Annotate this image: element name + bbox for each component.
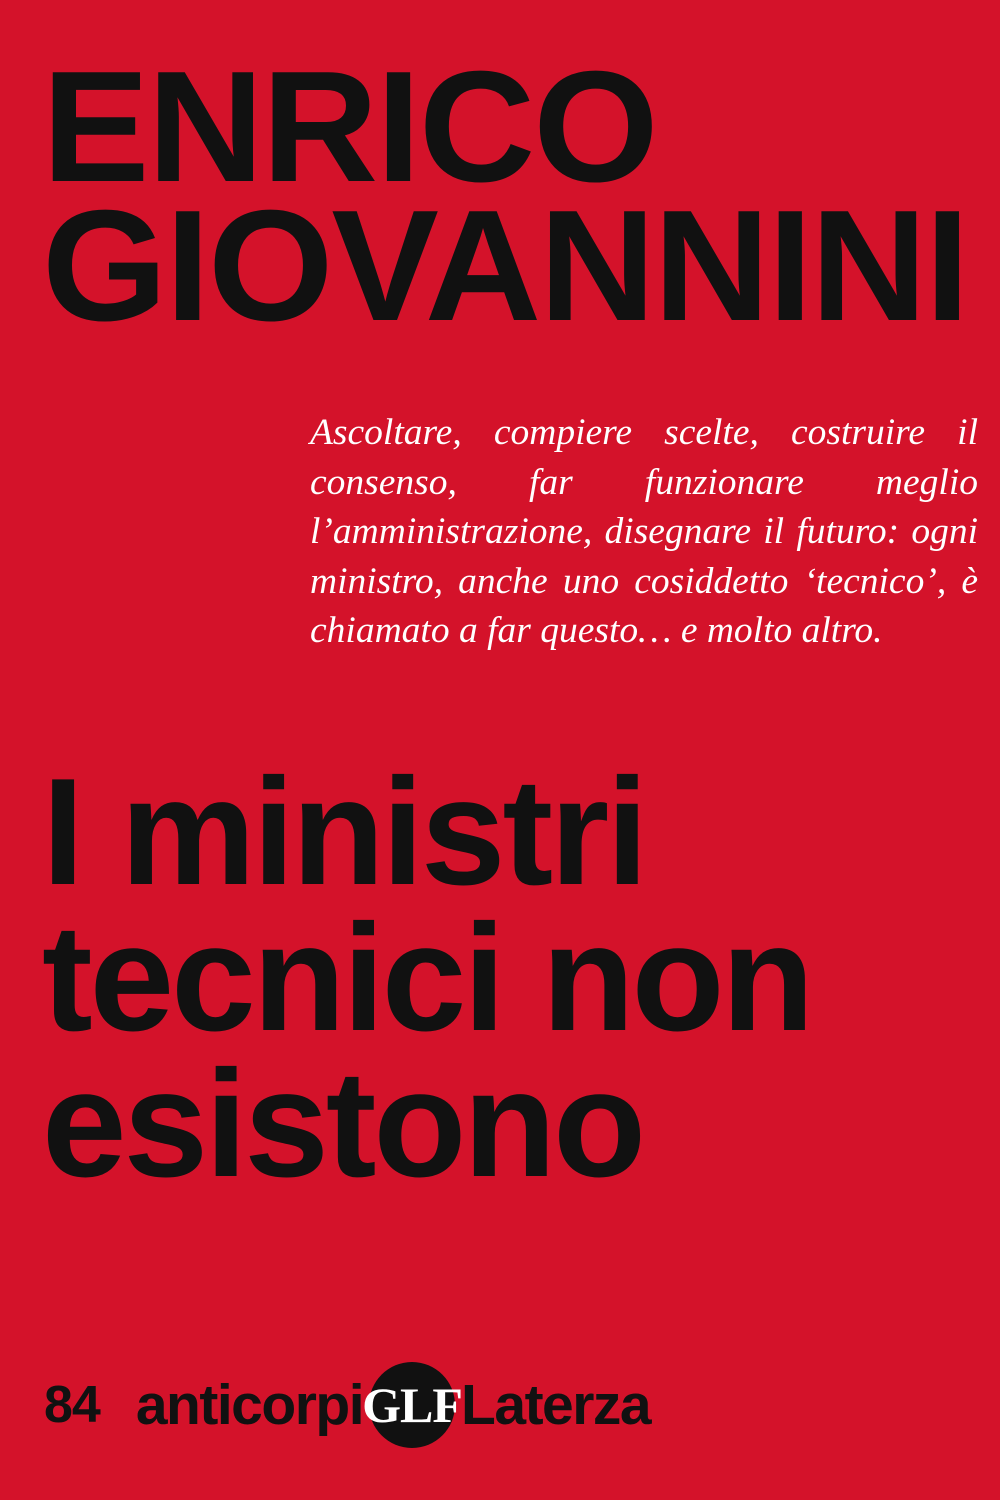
- publisher-lockup: [136, 1370, 650, 1440]
- publisher-name: Laterza: [461, 1372, 651, 1437]
- cover-footer: [44, 1370, 956, 1440]
- glf-logo-text: GLF: [362, 1377, 462, 1433]
- book-title-line-2: tecnici non: [42, 892, 812, 1063]
- glf-logo-icon: [362, 1362, 462, 1448]
- book-title-line-3: esistono: [42, 1038, 643, 1209]
- book-title-line-1: I ministri: [42, 747, 646, 917]
- cover-blurb: Ascoltare, compiere scelte, costruire il consenso, far funzionare meglio l’amministrazione, disegnare il futuro: ogni ministro, anche uno cosiddetto ‘tecnico’, è chiamato a far questo… e molto altro.: [310, 412, 978, 651]
- series-number: 84: [44, 1376, 100, 1434]
- author-name: [42, 39, 972, 355]
- author-name-line-1: ENRICO: [42, 39, 657, 215]
- book-title: [42, 747, 972, 1209]
- series-name: anticorpi: [135, 1372, 364, 1437]
- author-name-line-2: GIOVANNINI: [42, 178, 968, 355]
